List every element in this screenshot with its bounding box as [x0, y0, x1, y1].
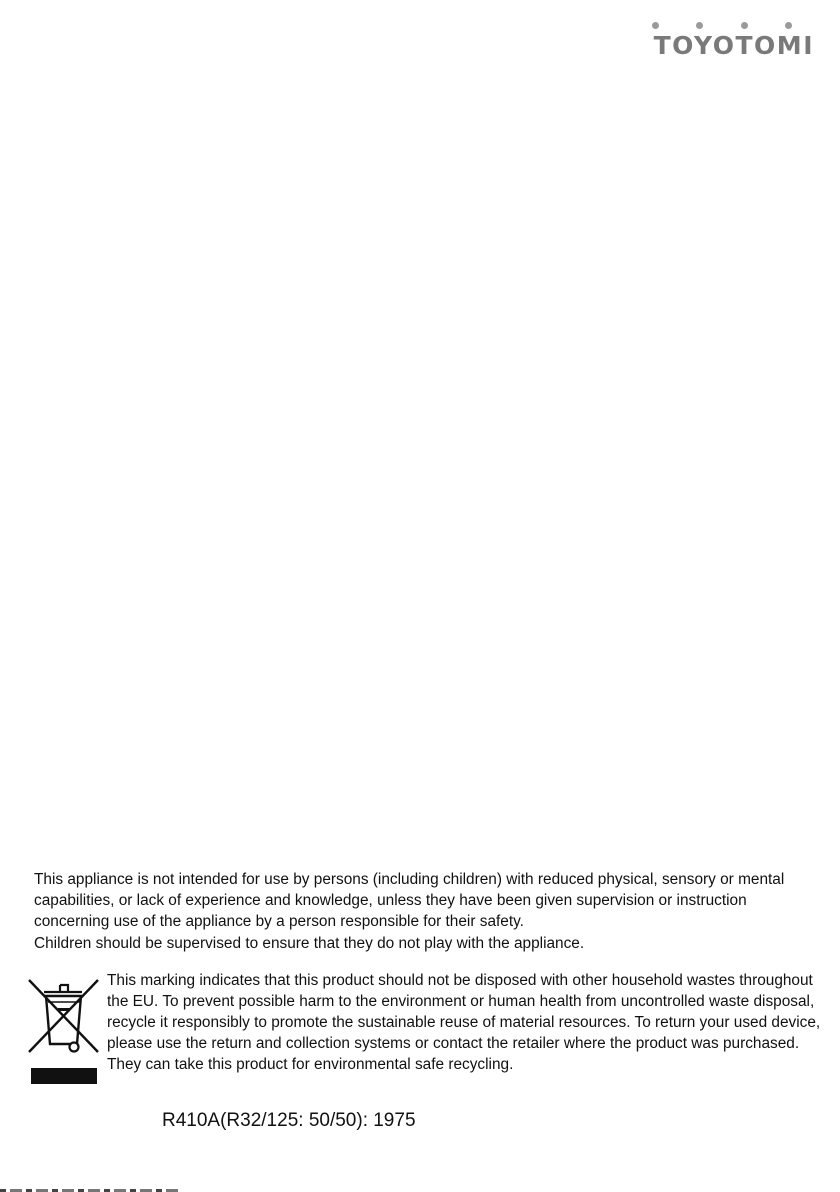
logo-dot: [652, 22, 659, 29]
weee-disposal-text: This marking indicates that this product should not be disposed with other household wastes throughout the EU. To prevent possible harm to the environment or human health from uncontrolled waste disposal, recycle it responsibly to promote the sustainable reuse of material resources. To return your used device, please use the return and collection systems or contact the retailer where the product was purchased. They can take this product for environmental safe recycling.: [107, 972, 821, 1073]
brand-logo: [634, 18, 814, 68]
logo-dot: [785, 22, 792, 29]
logo-dot: [696, 22, 703, 29]
refrigerant-label: R410A(R32/125: 50/50): 1975: [162, 1110, 416, 1131]
logo-dot: [741, 22, 748, 29]
crossed-out-wheelie-bin-icon: [26, 972, 102, 1088]
child-supervision-paragraph: Children should be supervised to ensure that they do not play with the appliance.: [34, 935, 585, 952]
safety-notice: [34, 869, 824, 954]
safety-notice-paragraph: This appliance is not intended for use by persons (including children) with reduced physical, sensory or mental capabilities, or lack of experience and knowledge, unless they have been given supervision or instruction concerning use of the appliance by a person responsible for their safety.: [34, 871, 785, 930]
weee-section: [26, 970, 826, 1090]
logo-text: TOYOTOMI: [653, 31, 814, 60]
